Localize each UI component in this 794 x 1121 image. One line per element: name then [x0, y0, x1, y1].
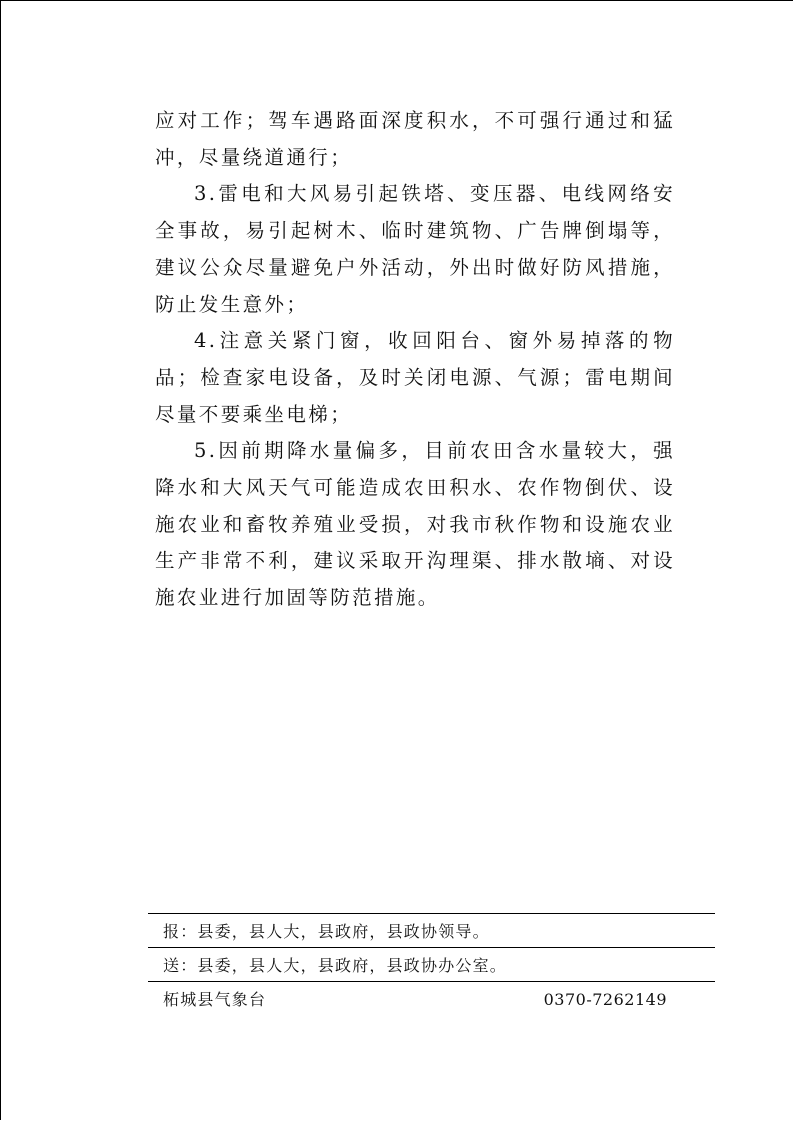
document-body — [155, 103, 675, 617]
issuer-phone: 0370-7262149 — [543, 990, 667, 1009]
paragraph-item-5: 5.因前期降水量偏多，目前农田含水量较大，强降水和大风天气可能造成农田积水、农作物倒伏、设施农业和畜牧养殖业受损，对我市秋作物和设施农业生产非常不利，建议采取开沟理渠、排水散墒、对设施农业进行加固等防范措施。 — [155, 439, 675, 610]
paragraph-item-4: 4.注意关紧门窗，收回阳台、窗外易掉落的物品；检查家电设备，及时关闭电源、气源；雷电期间尽量不要乘坐电梯； — [155, 329, 675, 426]
issuer-name: 柘城县气象台 — [163, 990, 267, 1009]
report-to-line: 报：县委，县人大，县政府，县政协领导。 — [163, 922, 490, 941]
paragraph-continuation: 应对工作；驾车遇路面深度积水，不可强行通过和猛冲，尽量绕道通行； — [155, 109, 675, 169]
send-to-line: 送：县委，县人大，县政府，县政协办公室。 — [163, 956, 508, 975]
paragraph-item-3: 3.雷电和大风易引起铁塔、变压器、电线网络安全事故，易引起树木、临时建筑物、广告牌倒塌等，建议公众尽量避免户外活动，外出时做好防风措施，防止发生意外； — [155, 182, 675, 316]
issuer-row — [148, 982, 715, 1014]
distribution-footer — [148, 913, 715, 1014]
